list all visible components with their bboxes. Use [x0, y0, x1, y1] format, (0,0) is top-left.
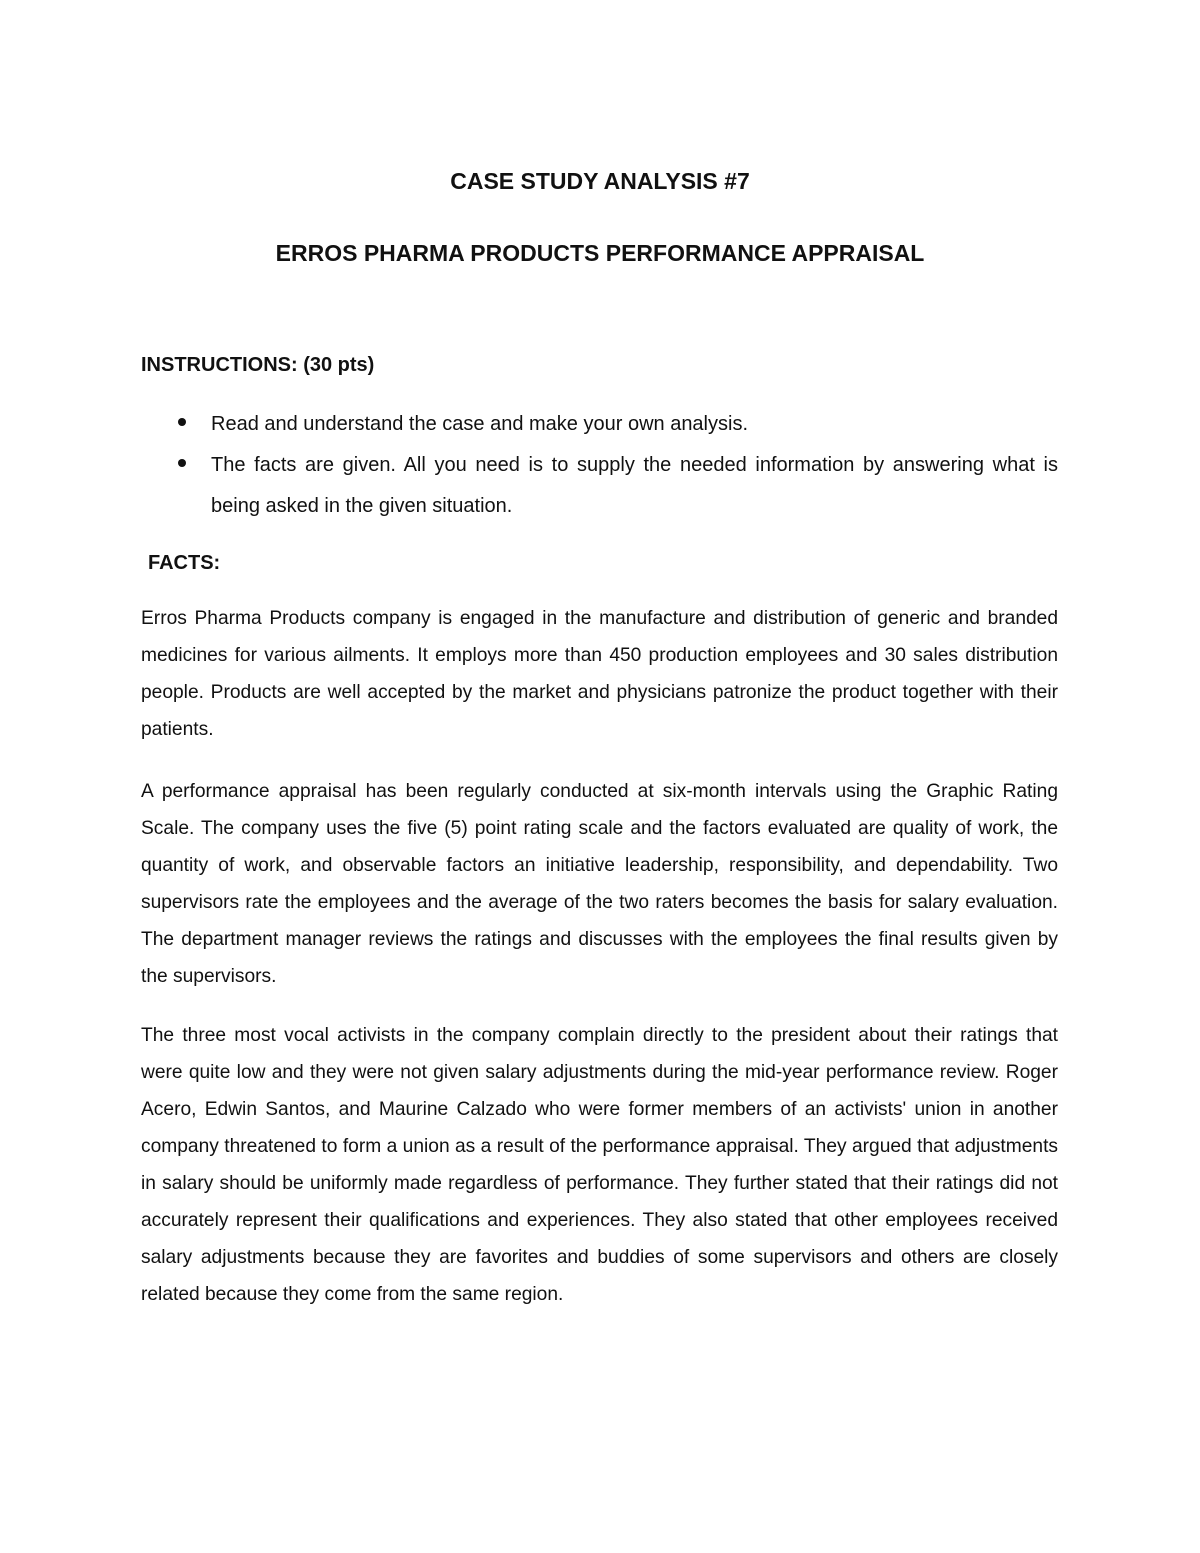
- facts-paragraph-complaint: The three most vocal activists in the company complain directly to the president about their ratings that were quite low and they were not given salary adjustments during the mid-year performance review. Roger Acero, Edwin Santos, and Maurine Calzado who were former members of an activists' union in another company threatened to form a union as a result of the performance appraisal. They argued that adjustments in salary should be uniformly made regardless of performance. They further stated that their ratings did not accurately represent their qualifications and experiences. They also stated that other employees received salary adjustments because they are favorites and buddies of some supervisors and others are closely related because they come from the same region.: [141, 1025, 1058, 1305]
- document-subtitle: ERROS PHARMA PRODUCTS PERFORMANCE APPRAISAL: [275, 240, 925, 266]
- facts-paragraph-appraisal: A performance appraisal has been regularly conducted at six-month intervals using the Graphic Rating Scale. The company uses the five (5) point rating scale and the factors evaluated are quality of work, the quantity of work, and observable factors an initiative leadership, responsibility, and dependability. Two supervisors rate the employees and the average of the two raters becomes the basis for salary evaluation. The department manager reviews the ratings and discusses with the employees the final results given by the supervisors.: [141, 781, 1058, 987]
- facts-paragraph-company: Erros Pharma Products company is engaged in the manufacture and distribution of generic and branded medicines for various ailments. It employs more than 450 production employees and 30 sales distribution people. Products are well accepted by the market and physicians patronize the product together with their patients.: [141, 608, 1058, 740]
- instruction-text: The facts are given. All you need is to supply the needed information by answering what is being asked in the given situation.: [211, 454, 1058, 517]
- list-item: [141, 404, 1058, 445]
- instruction-text: Read and understand the case and make your own analysis.: [211, 413, 749, 435]
- facts-heading: FACTS:: [148, 552, 221, 574]
- bullet-icon: [178, 459, 186, 467]
- instructions-heading: INSTRUCTIONS: (30 pts): [141, 354, 375, 376]
- bullet-icon: [178, 418, 186, 426]
- instructions-list: [141, 404, 1058, 527]
- document-title: CASE STUDY ANALYSIS #7: [450, 168, 750, 194]
- list-item: [141, 445, 1058, 527]
